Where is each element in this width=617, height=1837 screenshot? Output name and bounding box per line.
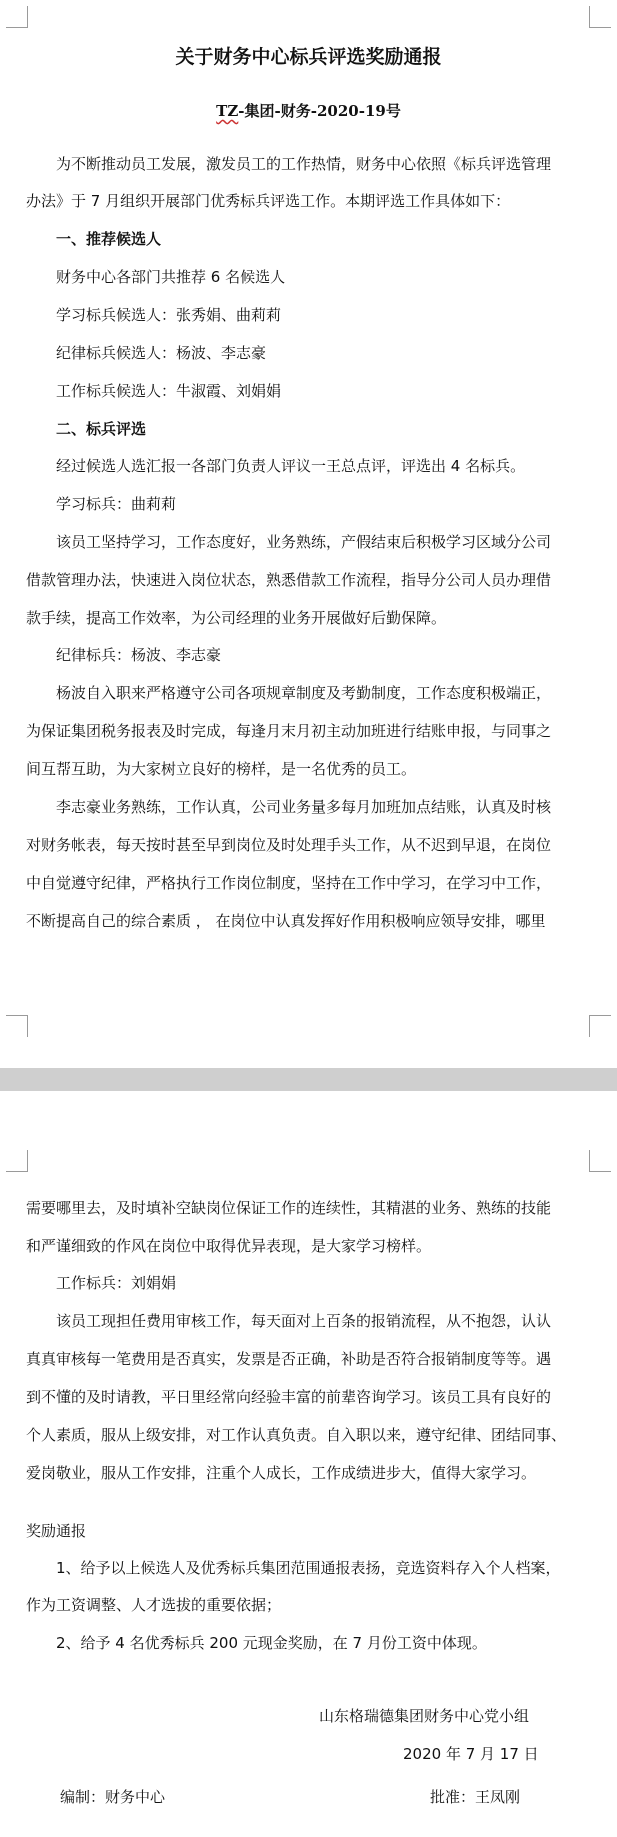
section2-heading: 二、标兵评选 [56,420,147,438]
signature-org: 山东格瑞德集团财务中心党小组 [319,1707,530,1725]
reward-item-line: 1、给予以上候选人及优秀标兵集团范围通报表扬，竞选资料存入个人档案， [56,1559,561,1577]
yangbo-text-line: 杨波自入职来严格遵守公司各项规章制度及考勤制度，工作态度积极端正， [56,684,552,702]
work-text-line: 个人素质，服从上级安排，对工作认真负责。自入职以来，遵守纪律、团结同事、 [26,1426,567,1444]
work-label: 工作标兵：刘娟娟 [56,1274,177,1292]
doc-number-prefix: TZ [216,102,239,120]
study-text-line: 该员工坚持学习，工作态度好，业务熟练，产假结束后积极学习区域分公司 [56,533,552,551]
page-corner-mark [6,1150,28,1172]
page-corner-mark [589,6,611,28]
study-label: 学习标兵：曲莉莉 [56,495,177,513]
study-text-line: 借款管理办法，快速进入岗位状态，熟悉借款工作流程，指导分公司人员办理借 [26,571,552,589]
signature-editor: 编制：财务中心 [60,1788,166,1806]
reward-item-line: 作为工资调整、人才选拔的重要依据； [26,1596,282,1614]
lizhihao-text-line: 对财务帐表，每天按时甚至早到岗位及时处理手头工作，从不迟到早退，在岗位 [26,836,552,854]
work-text-line: 该员工现担任费用审核工作，每天面对上百条的报销流程，从不抱怨，认认 [56,1312,552,1330]
study-text-line: 款手续，提高工作效率，为公司经理的业务开展做好后勤保障。 [26,609,447,627]
work-text-line: 爱岗敬业，服从工作安排，注重个人成长，工作成绩进步大，值得大家学习。 [26,1464,537,1482]
signature-date: 2020 年 7 月 17 日 [403,1745,539,1763]
lizhihao-text-line: 和严谨细致的作风在岗位中取得优异表现，是大家学习榜样。 [26,1237,432,1255]
intro-line: 办法》于 7 月组织开展部门优秀标兵评选工作。本期评选工作具体如下： [26,192,511,210]
page-corner-mark [589,1015,611,1037]
reward-heading: 奖励通报 [26,1522,87,1540]
signature-approver: 批准：王凤刚 [430,1788,521,1806]
work-text-line: 到不懂的及时请教，平日里经常向经验丰富的前辈咨询学习。该员工具有良好的 [26,1388,552,1406]
page-separator [0,1068,617,1091]
lizhihao-text-line: 需要哪里去，及时填补空缺岗位保证工作的连续性，其精湛的业务、熟练的技能 [26,1199,552,1217]
section1-line: 工作标兵候选人：牛淑霞、刘娟娟 [56,382,282,400]
yangbo-text-line: 为保证集团税务报表及时完成，每逢月末月初主动加班进行结账申报，与同事之 [26,722,552,740]
lizhihao-text-line: 不断提高自己的综合素质 ， 在岗位中认真发挥好作用积极响应领导安排，哪里 [26,912,546,930]
work-text-line: 真真审核每一笔费用是否真实，发票是否正确，补助是否符合报销制度等等。遇 [26,1350,552,1368]
lizhihao-text-line: 李志豪业务熟练，工作认真，公司业务量多每月加班加点结账，认真及时核 [56,798,552,816]
document-page-2 [0,1091,617,1837]
page-corner-mark [589,1150,611,1172]
doc-number-rest: -集团-财务-2020-19号 [238,102,401,120]
intro-line: 为不断推动员工发展，激发员工的工作热情，财务中心依照《标兵评选管理 [56,155,552,173]
page-corner-mark [6,6,28,28]
section2-summary: 经过候选人选汇报一各部门负责人评议一王总点评，评选出 4 名标兵。 [56,457,526,475]
discipline-label: 纪律标兵：杨波、李志豪 [56,646,222,664]
section1-line: 学习标兵候选人：张秀娟、曲莉莉 [56,306,282,324]
section1-line: 纪律标兵候选人：杨波、李志豪 [56,344,267,362]
reward-item-line: 2、给予 4 名优秀标兵 200 元现金奖励，在 7 月份工资中体现。 [56,1634,487,1652]
document-number [0,101,617,121]
page-corner-mark [6,1015,28,1037]
section1-heading: 一、推荐候选人 [56,230,162,248]
lizhihao-text-line: 中自觉遵守纪律，严格执行工作岗位制度，坚持在工作中学习，在学习中工作， [26,874,552,892]
document-title: 关于财务中心标兵评选奖励通报 [175,46,442,68]
section1-line: 财务中心各部门共推荐 6 名候选人 [56,268,286,286]
yangbo-text-line: 间互帮互助，为大家树立良好的榜样，是一名优秀的员工。 [26,760,417,778]
